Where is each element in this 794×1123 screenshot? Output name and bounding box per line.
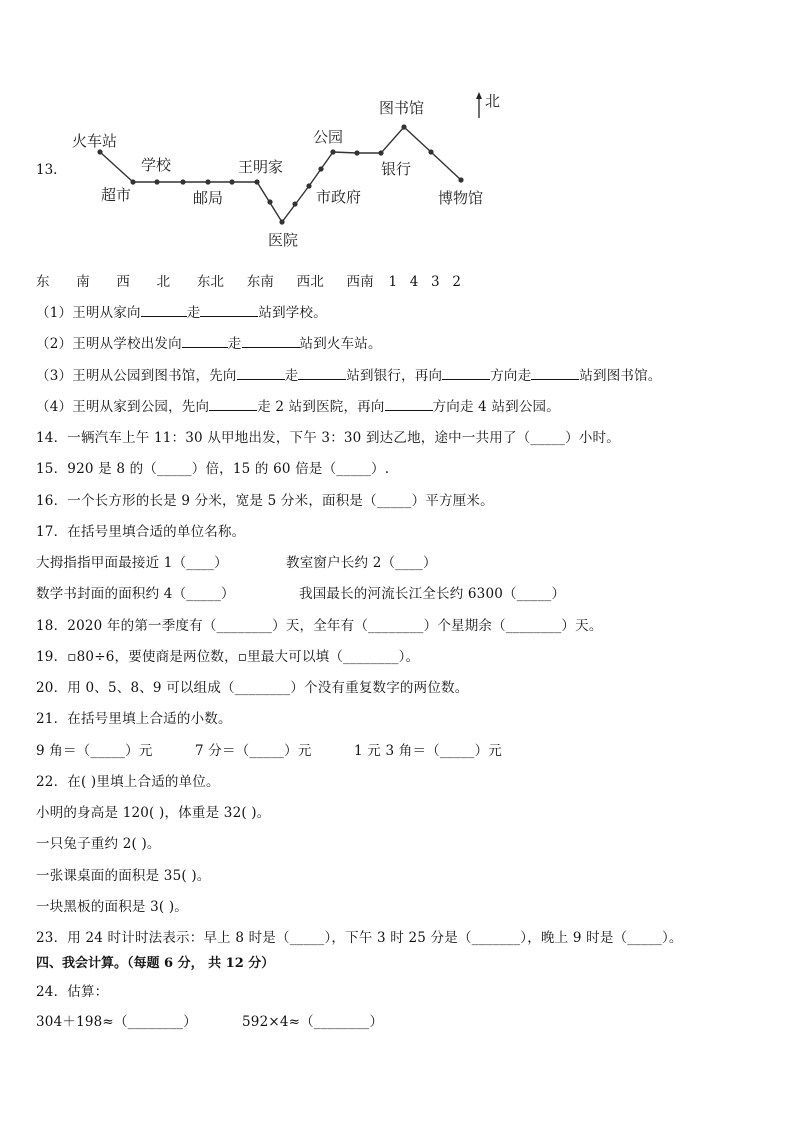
q15: 15．920 是 8 的（_____）倍，15 的 60 倍是（_____）. [36,461,390,477]
q22-line2: 一只兔子重约 2( )。 [36,836,161,852]
word: 南 [76,274,90,290]
stop-dot [267,199,272,204]
stop-dot [180,179,185,184]
stop-dot [428,149,433,154]
q21-c: 1 元 3 角＝（_____）元 [354,743,503,759]
word: 西 [116,274,131,290]
word: 东北 [196,274,225,290]
answer-blank[interactable] [182,347,228,348]
q21-b: 7 分＝（_____）元 [195,743,312,759]
stop-dot [354,150,359,155]
stop-dot [154,179,159,184]
q14: 14．一辆汽车上午 11：30 从甲地出发，下午 3：30 到达乙地，途中一共用了（_____）小时。 [36,430,620,446]
stop-dot [279,219,284,224]
stop-dot [97,149,102,154]
stop-dot [205,179,210,184]
answer-blank[interactable] [442,379,490,380]
word: 东 [36,274,50,290]
label-train-station: 火车站 [72,132,118,150]
q24-b: 592×4≈（________） [242,1014,384,1030]
q20: 20．用 0、5、8、9 可以组成（________）个没有重复数字的两位数。 [36,680,469,696]
q22-line1: 小明的身高是 120( )，体重是 32( )。 [36,805,271,821]
q17-title: 17．在括号里填合适的单位名称。 [36,524,246,540]
label-park: 公园 [313,128,344,146]
q21-title: 21．在括号里填上合适的小数。 [36,711,232,727]
q22-line4: 一块黑板的面积是 3( )。 [36,899,189,915]
stop-dot [330,149,335,154]
q17-row1-a: 大拇指指甲面最接近 1（____） [36,555,228,571]
q19: 19．▫80÷6，要使商是两位数，▫里最大可以填（________）。 [36,649,420,665]
answer-blank[interactable] [385,410,433,411]
answer-blank[interactable] [298,379,346,380]
q17-row2-a: 数学书封面的面积约 4（_____） [36,586,235,602]
answer-blank[interactable] [237,379,285,380]
stop-dot [292,201,297,206]
word: 4 [409,274,419,290]
q13-number: 13. [36,162,58,178]
label-hospital: 医院 [268,231,299,249]
label-school: 学校 [141,156,172,174]
q17-row2-b: 我国最长的河流长江全长约 6300（_____） [299,586,566,602]
q21-a: 9 角＝（_____）元 [36,743,153,759]
q13-sub-4: （4）王明从家到公园，先向 走 2 站到医院，再向 方向走 4 站到公园。 [36,399,560,415]
stop-dot [378,150,383,155]
label-wangming-home: 王明家 [238,158,284,176]
answer-blank[interactable] [242,347,300,348]
q23: 23．用 24 时计时法表示：早上 8 时是（_____），下午 3 时 25 分是（_______），晚上 9 时是（_____）。 [36,930,683,946]
word: 3 [431,274,440,290]
section-heading: 四、我会计算。（每题 6 分， 共 12 分） [36,956,275,971]
q18: 18．2020 年的第一季度有（________）天，全年有（________）个星期余（________）天。 [36,618,603,634]
route-map [0,0,794,260]
q24-title: 24．估算： [36,984,109,1000]
word: 东南 [246,274,275,290]
q13-sub-1: （1）王明从家向 走 站到学校。 [36,305,327,321]
word: 1 [388,274,398,290]
answer-blank[interactable] [531,379,579,380]
word-bank [36,270,461,290]
label-post-office: 邮局 [193,189,224,207]
stop-dot [130,179,135,184]
q16: 16．一个长方形的长是 9 分米，宽是 5 分米，面积是（_____）平方厘米。 [36,493,494,509]
word: 西北 [296,274,325,290]
word: 西南 [346,274,374,290]
label-supermarket: 超市 [101,186,132,204]
stop-dot [318,166,323,171]
q13-sub-2: （2）王明从学校出发向 走 站到火车站。 [36,336,382,352]
stop-dot [229,179,234,184]
answer-blank[interactable] [209,410,257,411]
q22-title: 22．在( )里填上合适的单位。 [36,774,220,790]
stop-dot [306,183,311,188]
label-north: 北 [485,92,501,110]
north-arrow-icon [476,92,482,118]
label-bank: 银行 [381,160,412,178]
word: 2 [452,274,462,290]
stop-dot [401,124,406,129]
q24-a: 304＋198≈（________） [36,1014,197,1030]
stop-dot [458,177,463,182]
answer-blank[interactable] [141,316,187,317]
word: 北 [156,274,171,290]
label-city-government: 市政府 [316,188,362,206]
label-museum: 博物馆 [438,189,484,207]
q13-sub-3: （3）王明从公园到图书馆，先向 走 站到银行，再向 方向走 站到图书馆。 [36,368,662,384]
label-library: 图书馆 [379,99,425,117]
answer-blank[interactable] [200,316,258,317]
q17-row1-b: 教室窗户长约 2（____） [286,555,437,571]
stop-dot [254,179,259,184]
q22-line3: 一张课桌面的面积是 35( )。 [36,868,211,884]
